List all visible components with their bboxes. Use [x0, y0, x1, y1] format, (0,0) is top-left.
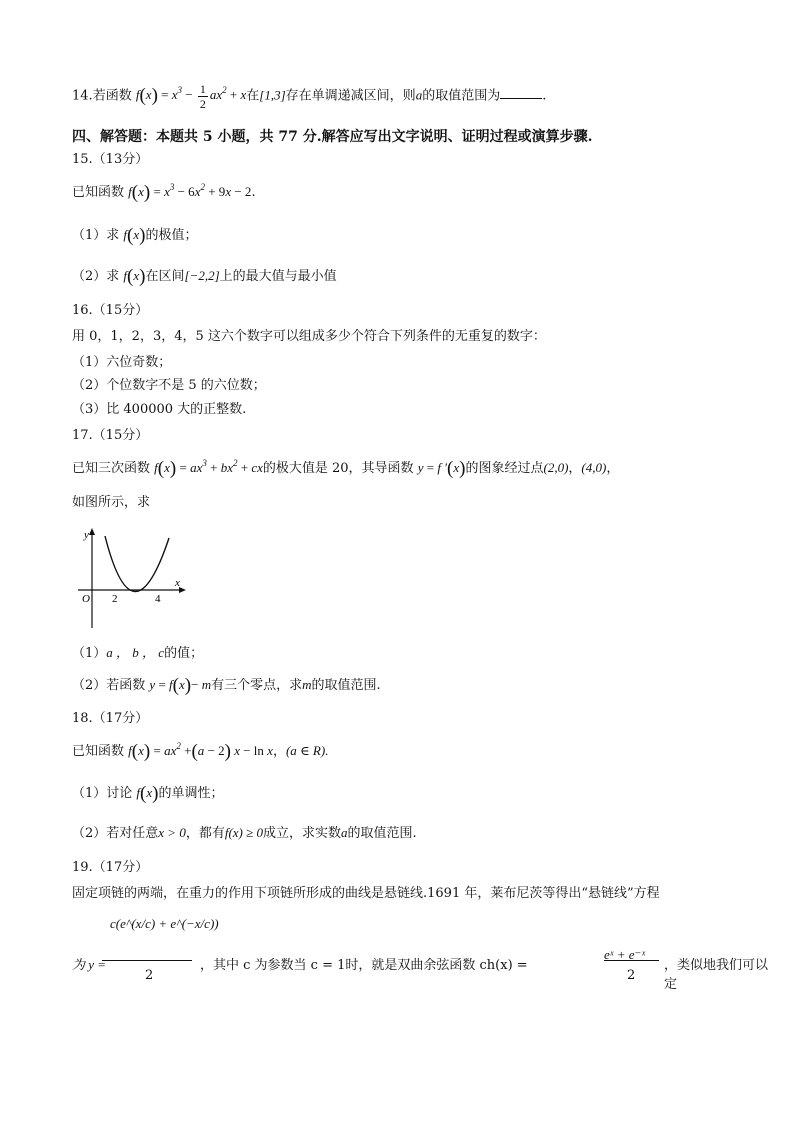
q16-stem: 用 0，1，2，3，4，5 这六个数字可以组成多少个符合下列条件的无重复的数字： — [72, 329, 546, 344]
q16-header: 16.（15分） — [72, 303, 149, 318]
answer-blank — [500, 86, 542, 99]
tick-label-4: 4 — [155, 593, 161, 605]
q18-stem: 已知函数 $f(x) = ax^2 +(a - 2) x - \ln x$，(a ∈ R). — [72, 741, 329, 762]
q18-part2: （2）若对任意x > 0，都有f(x) ≥ 0成立，求实数a的取值范围. — [72, 825, 417, 841]
q15-header: 15.（13分） — [72, 152, 149, 167]
q16-part1: （1）六位奇数； — [72, 355, 172, 370]
x-label: x — [175, 577, 180, 589]
q17-part1: （1）a ， b ， c的值； — [72, 645, 204, 661]
q15-stem: 已知函数 $f(x) = x^3 - 6x^2 + 9x - 2$. — [72, 182, 256, 203]
origin-label: O — [82, 593, 90, 605]
y-axis-arrow — [89, 528, 95, 535]
q16-part3: （3）比 400000 大的正整数. — [72, 402, 247, 417]
catenary-equation: 为 y = c(e^(x/c) + e^(−x/c)) 2 ，其中 c 为参数当 c = 1时，就是双曲余弦函数 ch(x) = eˣ + e⁻ˣ 2 ，类似地我们可以定 — [72, 916, 769, 992]
q15-part1: （1）求 f(x)的极值； — [72, 225, 198, 246]
y-label: y — [84, 529, 89, 541]
tick-label-2: 2 — [112, 593, 118, 605]
q19-stem: 固定项链的两端，在重力的作用下项链所形成的曲线是悬链线.1691 年，莱布尼茨等得出“悬链线”方程 — [72, 886, 660, 901]
q18-header: 18.（17分） — [72, 711, 149, 726]
section-title: 四、解答题：本题共 5 小题，共 77 分.解答应写出文字说明、证明过程或演算步骤. — [72, 129, 593, 145]
q17-header: 17.（15分） — [72, 428, 149, 443]
q17-stem: 已知三次函数 $f(x) = ax^3 + bx^2$ + cx的极大值是 20，其导函数 y = f ′(x)的图象经过点(2,0)，(4,0)， — [72, 458, 620, 479]
derivative-graph — [72, 524, 192, 632]
ch-fraction-bar — [604, 960, 659, 961]
q18-part1: （1）讨论 f(x)的单调性； — [72, 783, 224, 804]
q14-function: $f(x) = x^3$ − $\frac{1}{2}$ $ax^2 + x$ — [135, 82, 247, 111]
question-14: 14.若函数 $f(x) = x^3$ − $\frac{1}{2}$ $ax^2 + x$在[1,3]存在单调递减区间，则a的取值范围为 . — [72, 82, 547, 111]
q17-part2: （2）若函数 y = f(x)− m有三个零点，求m的取值范围. — [72, 675, 381, 696]
fraction-bar — [102, 960, 192, 961]
q17-stem-line2: 如图所示，求 — [72, 495, 151, 510]
parabola-curve — [105, 536, 169, 592]
x-axis-arrow — [179, 587, 186, 593]
q16-part2: （2）个位数字不是 5 的六位数； — [72, 378, 266, 393]
q15-part2: （2）求 f(x)在区间[−2,2]上的最大值与最小值 — [72, 266, 337, 287]
q19-header: 19.（17分） — [72, 860, 149, 875]
